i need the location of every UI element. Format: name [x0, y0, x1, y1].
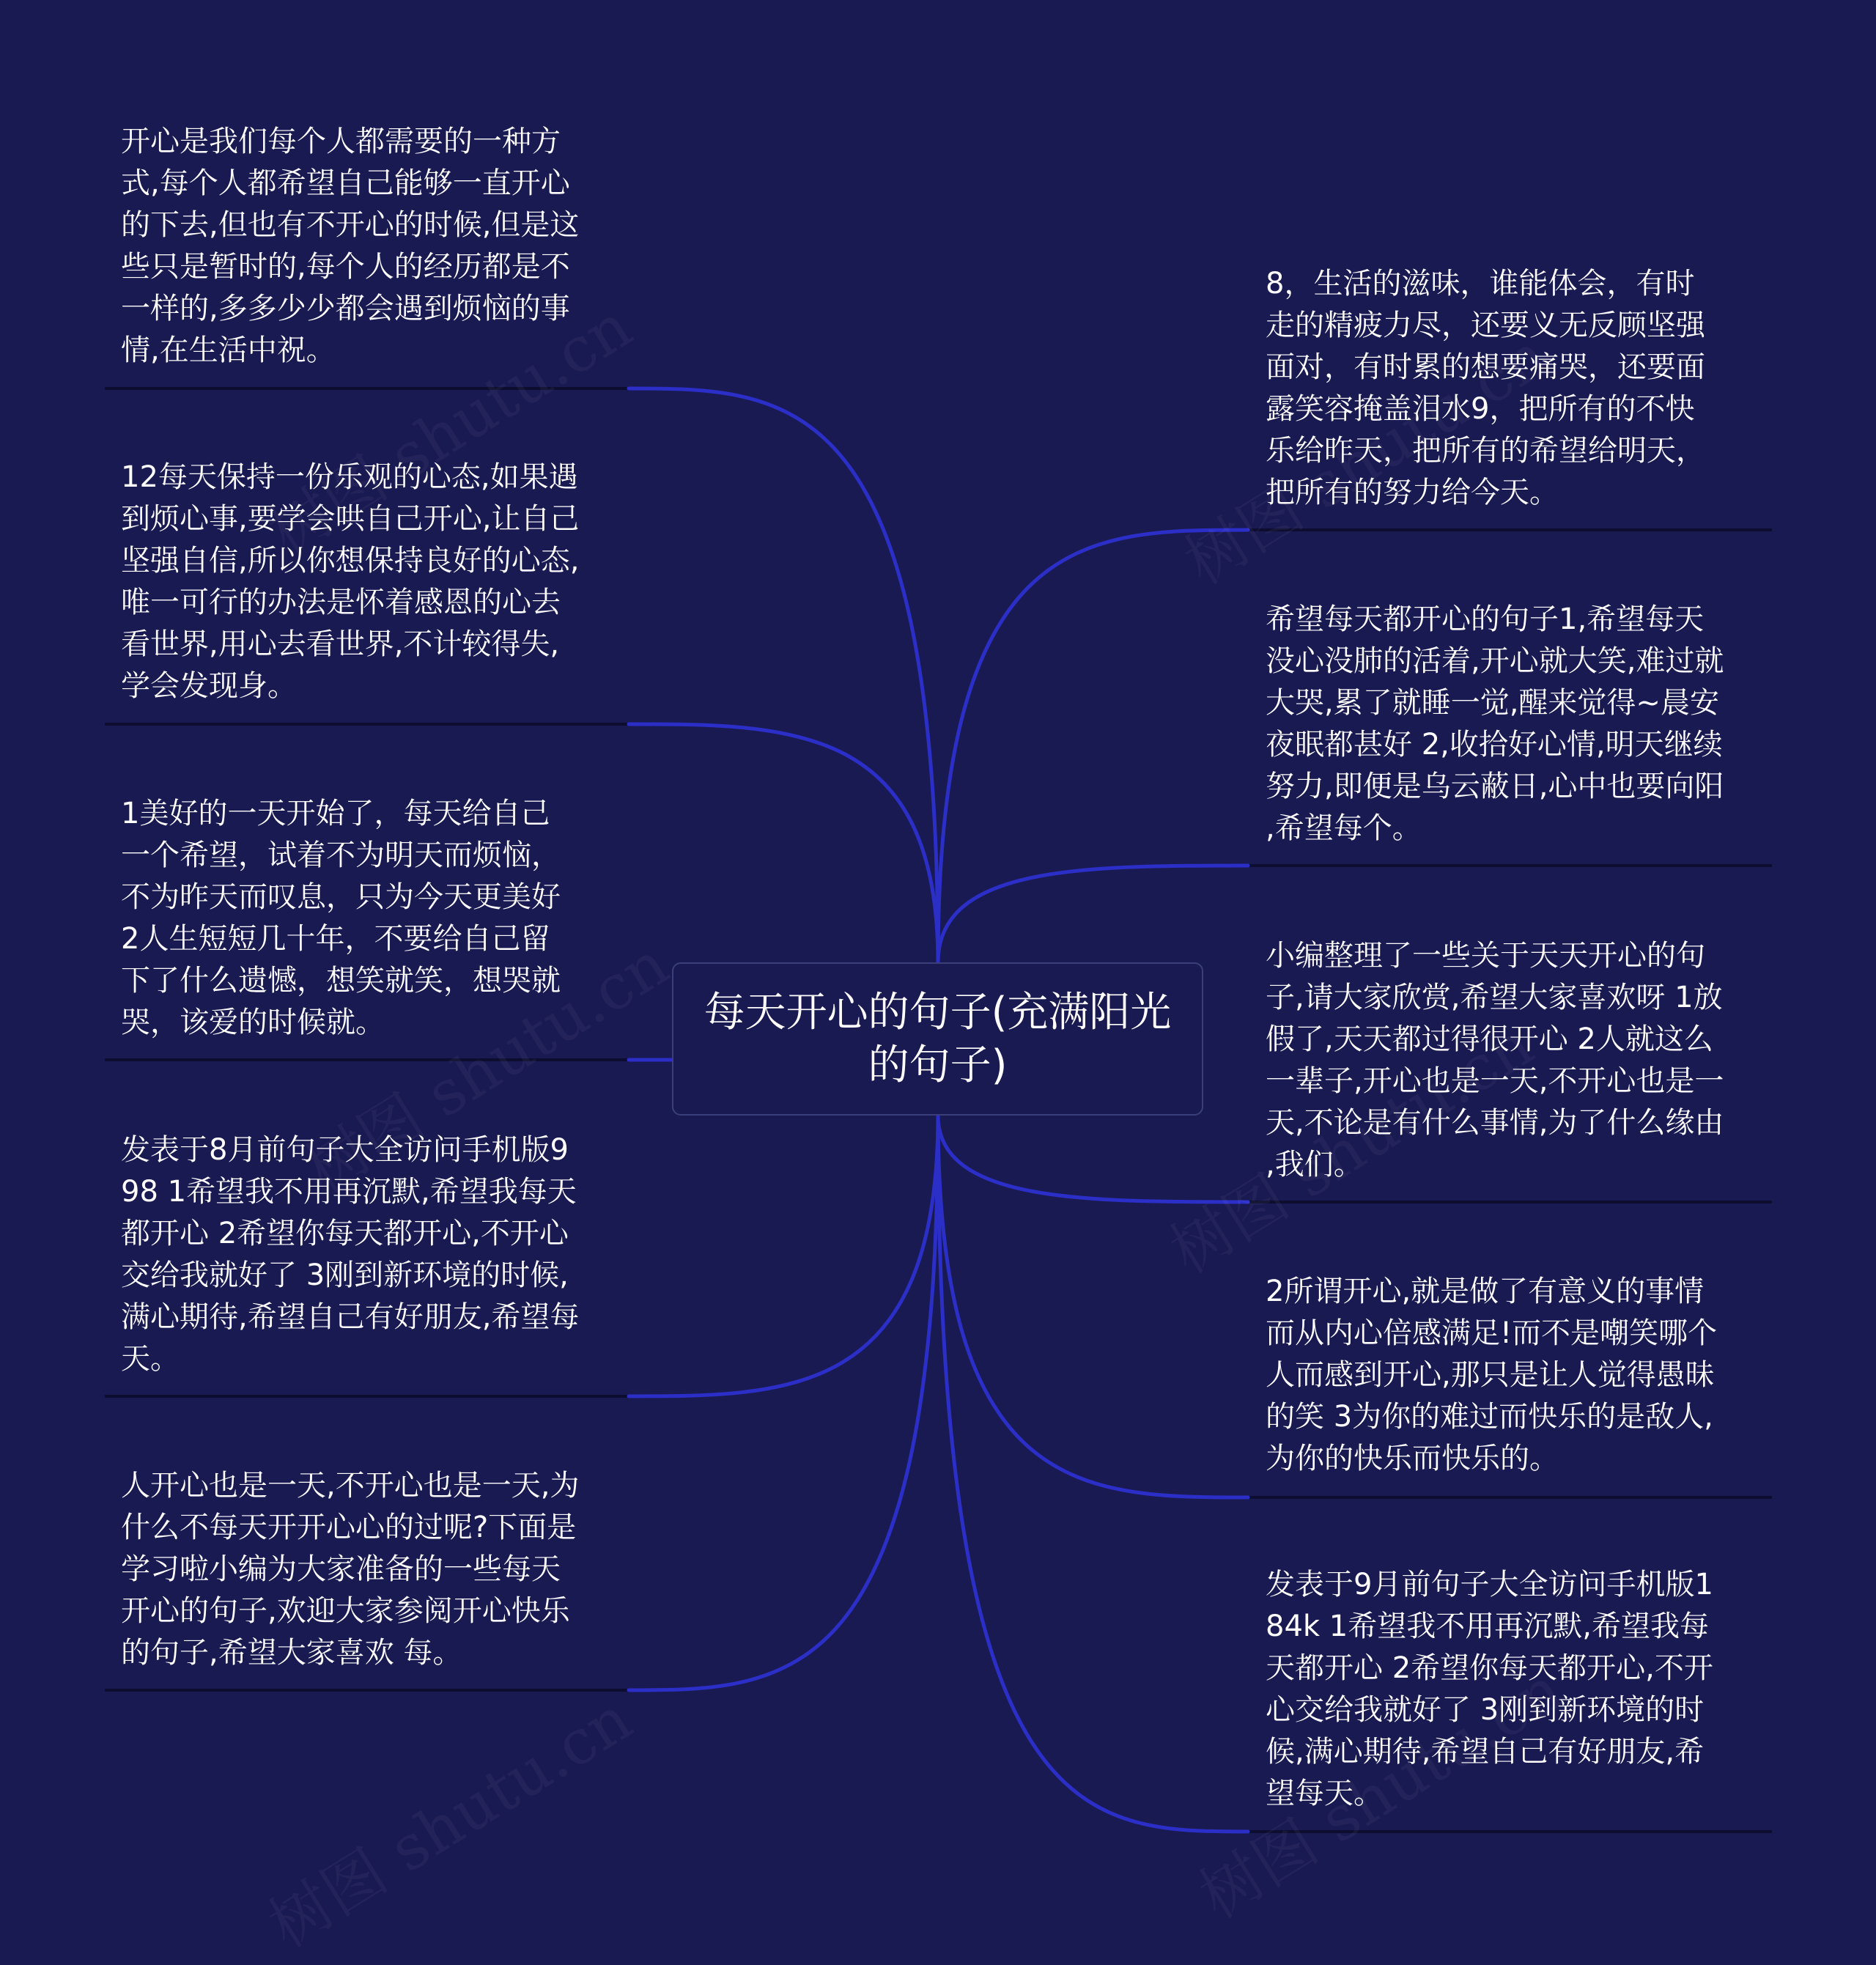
right-node-2[interactable]: 希望每天都开心的句子1,希望每天 没心没肺的活着,开心就大笑,难过就 大哭,累了就睡一觉,醒来觉得~晨安 夜眠都甚好 2,收拾好心情,明天继续 努力,即便是乌云蔽日,心中也要向阳 ,希望每个。	[1266, 602, 1724, 845]
left-node-3[interactable]: 1美好的一天开始了，每天给自己 一个希望，试着不为明天而烦恼， 不为昨天而叹息，只为今天更美好 2人生短短几十年，不要给自己留 下了什么遗憾，想笑就笑，想哭就 哭，该爱的时候就。	[121, 797, 561, 1039]
connector-left	[629, 724, 938, 962]
left-node-1[interactable]: 开心是我们每个人都需要的一种方 式,每个人都希望自己能够一直开心 的下去,但也有不开心的时候,但是这 些只是暂时的,每个人的经历都是不 一样的,多多少少都会遇到烦恼的事 情,在生活中祝。	[121, 125, 580, 367]
left-node-4[interactable]: 发表于8月前句子大全访问手机版9 98 1希望我不用再沉默,希望我每天 都开心 2希望你每天都开心,不开心 交给我就好了 3刚到新环境的时候, 满心期待,希望自己有好朋友,希望每 天。	[121, 1133, 580, 1376]
left-node-5[interactable]: 人开心也是一天,不开心也是一天,为 什么不每天开开心心的过呢?下面是 学习啦小编为大家准备的一些每天 开心的句子,欢迎大家参阅开心快乐 的句子,希望大家喜欢 每。	[121, 1469, 580, 1670]
root-title: 每天开心的句子(充满阳光 的句子)	[704, 988, 1172, 1089]
connector-left	[629, 1116, 938, 1396]
connector-left	[629, 1116, 938, 1690]
right-node-5[interactable]: 发表于9月前句子大全访问手机版1 84k 1希望我不用再沉默,希望我每 天都开心 2希望你每天都开心,不开 心交给我就好了 3刚到新环境的时 候,满心期待,希望自己有好朋友,希 望每天。	[1266, 1568, 1713, 1810]
right-node-4[interactable]: 2所谓开心,就是做了有意义的事情 而从内心倍感满足!而不是嘲笑哪个 人而感到开心,那只是让人觉得愚昧 的笑 3为你的难过而快乐的是敌人, 为你的快乐而快乐的。	[1266, 1275, 1718, 1475]
connector-left	[629, 388, 938, 962]
right-node-1[interactable]: 8，生活的滋味，谁能体会，有时 走的精疲力尽，还要义无反顾坚强 面对，有时累的想要痛哭，还要面 露笑容掩盖泪水9，把所有的不快 乐给昨天，把所有的希望给明天， 把所有的努力给今天。	[1266, 267, 1705, 509]
connector-right	[938, 1116, 1248, 1497]
right-node-3[interactable]: 小编整理了一些关于天天开心的句 子,请大家欣赏,希望大家喜欢呀 1放 假了,天天都过得很开心 2人就这么 一辈子,开心也是一天,不开心也是一 天,不论是有什么事情,为了什么缘由 ,我们。	[1266, 939, 1724, 1181]
root-node[interactable]	[672, 962, 1203, 1116]
left-node-2[interactable]: 12每天保持一份乐观的心态,如果遇 到烦心事,要学会哄自己开心,让自己 坚强自信,所以你想保持良好的心态, 唯一可行的办法是怀着感恩的心去 看世界,用心去看世界,不计较得失, 学会发现身。	[121, 460, 580, 703]
connector-right	[938, 530, 1248, 962]
connector-right	[938, 866, 1248, 962]
